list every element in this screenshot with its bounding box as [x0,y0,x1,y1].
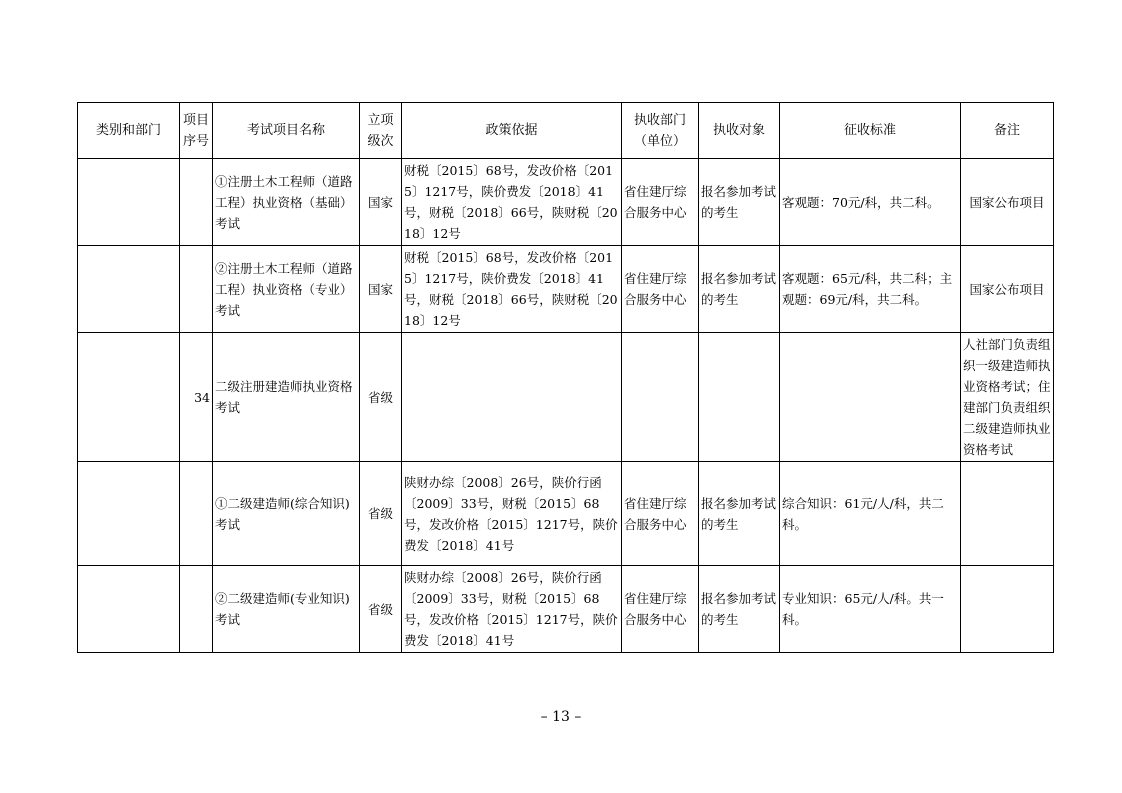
fee-table [77,102,1054,653]
header-row [78,103,1054,159]
cell-dept [622,333,699,462]
cell-dept: 省住建厅综合服务中心 [622,159,699,246]
table-row [78,462,1054,566]
cell-standard: 客观题：65元/科，共二科；主观题：69元/科，共二科。 [780,246,961,333]
header-dept: 执收部门（单位） [622,103,699,159]
cell-category [78,246,180,333]
cell-level: 省级 [360,462,402,566]
cell-seq: 34 [180,333,213,462]
cell-standard: 专业知识：65元/人/科。共一科。 [780,566,961,653]
cell-remark: 国家公布项目 [961,246,1054,333]
cell-dept: 省住建厅综合服务中心 [622,566,699,653]
cell-name: ②二级建造师(专业知识)考试 [213,566,360,653]
cell-target: 报名参加考试的考生 [699,462,780,566]
cell-level: 省级 [360,566,402,653]
cell-target [699,333,780,462]
table-row [78,159,1054,246]
cell-name: ①二级建造师(综合知识)考试 [213,462,360,566]
cell-category [78,159,180,246]
cell-name: 二级注册建造师执业资格考试 [213,333,360,462]
cell-policy: 财税〔2015〕68号，发改价格〔2015〕1217号，陕价费发〔2018〕41号，财税〔2018〕66号，陕财税〔2018〕12号 [402,159,622,246]
cell-level: 国家 [360,159,402,246]
table-row [78,246,1054,333]
cell-standard: 综合知识：61元/人/科，共二科。 [780,462,961,566]
cell-seq [180,462,213,566]
cell-seq [180,246,213,333]
cell-dept: 省住建厅综合服务中心 [622,462,699,566]
cell-remark: 人社部门负责组织一级建造师执业资格考试；住建部门负责组织二级建造师执业资格考试 [961,333,1054,462]
cell-remark [961,462,1054,566]
cell-name: ②注册土木工程师（道路工程）执业资格（专业）考试 [213,246,360,333]
cell-policy: 陕财办综〔2008〕26号，陕价行函〔2009〕33号，财税〔2015〕68号，发改价格〔2015〕1217号，陕价费发〔2018〕41号 [402,462,622,566]
cell-category [78,333,180,462]
cell-level: 国家 [360,246,402,333]
cell-policy: 财税〔2015〕68号，发改价格〔2015〕1217号，陕价费发〔2018〕41号，财税〔2018〕66号，陕财税〔2018〕12号 [402,246,622,333]
header-name: 考试项目名称 [213,103,360,159]
header-target: 执收对象 [699,103,780,159]
cell-policy [402,333,622,462]
cell-target: 报名参加考试的考生 [699,246,780,333]
cell-level: 省级 [360,333,402,462]
cell-dept: 省住建厅综合服务中心 [622,246,699,333]
cell-seq [180,566,213,653]
header-remark: 备注 [961,103,1054,159]
cell-category [78,566,180,653]
header-standard: 征收标准 [780,103,961,159]
header-category: 类别和部门 [78,103,180,159]
header-policy: 政策依据 [402,103,622,159]
page-number: – 13 – [540,709,582,725]
table-row [78,333,1054,462]
cell-standard [780,333,961,462]
header-level: 立项级次 [360,103,402,159]
cell-category [78,462,180,566]
cell-seq [180,159,213,246]
cell-policy: 陕财办综〔2008〕26号，陕价行函〔2009〕33号，财税〔2015〕68号，发改价格〔2015〕1217号，陕价费发〔2018〕41号 [402,566,622,653]
cell-remark: 国家公布项目 [961,159,1054,246]
cell-remark [961,566,1054,653]
header-seq: 项目序号 [180,103,213,159]
cell-target: 报名参加考试的考生 [699,566,780,653]
cell-name: ①注册土木工程师（道路工程）执业资格（基础）考试 [213,159,360,246]
cell-target: 报名参加考试的考生 [699,159,780,246]
table-row [78,566,1054,653]
cell-standard: 客观题：70元/科，共二科。 [780,159,961,246]
